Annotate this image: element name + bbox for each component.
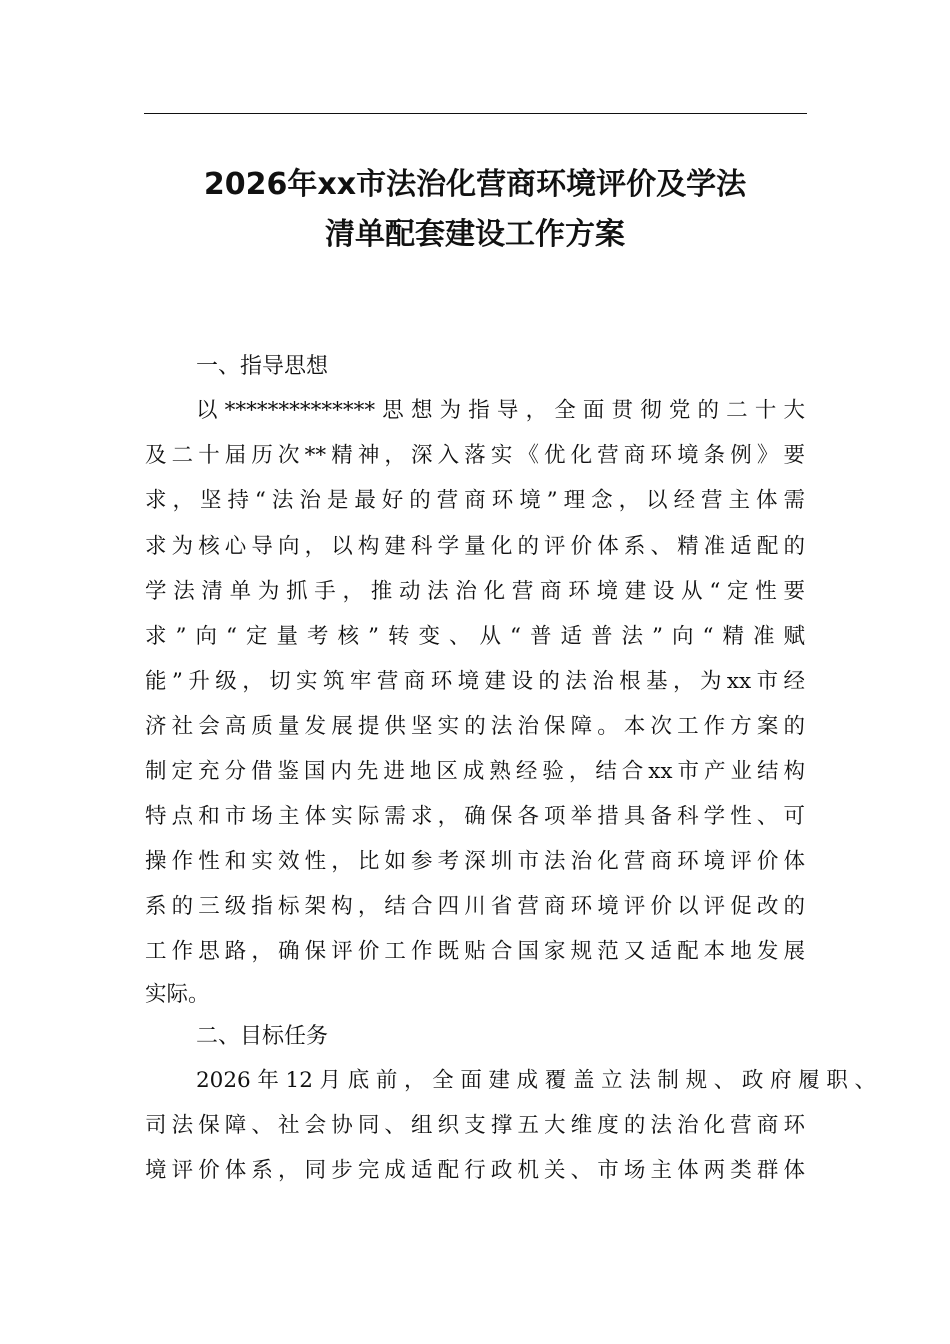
paragraph-line: 系的三级指标架构，结合四川省营商环境评价以评促改的 xyxy=(145,894,805,919)
paragraph-line: 求，坚持“法治是最好的营商环境”理念，以经营主体需 xyxy=(145,488,805,513)
paragraph-line: 以**************思想为指导，全面贯彻党的二十大 xyxy=(196,398,805,423)
paragraph-line: 及二十届历次**精神，深入落实《优化营商环境条例》要 xyxy=(145,443,805,468)
paragraph-line: 求”向“定量考核”转变、从“普适普法”向“精准赋 xyxy=(145,624,805,649)
paragraph-line: 济社会高质量发展提供坚实的法治保障。本次工作方案的 xyxy=(145,714,805,739)
section-heading-goals-tasks: 二、目标任务 xyxy=(196,1024,329,1049)
paragraph-line: 实际。 xyxy=(145,982,210,1007)
paragraph-line: 司法保障、社会协同、组织支撑五大维度的法治化营商环 xyxy=(145,1113,805,1138)
paragraph-line: 学法清单为抓手，推动法治化营商环境建设从“定性要 xyxy=(145,579,805,604)
paragraph-line: 求为核心导向，以构建科学量化的评价体系、精准适配的 xyxy=(145,534,805,559)
paragraph-line: 特点和市场主体实际需求，确保各项举措具备科学性、可 xyxy=(145,804,805,829)
paragraph-line: 能”升级，切实筑牢营商环境建设的法治根基，为xx市经 xyxy=(145,669,805,694)
title-line-1: 2026年xx市法治化营商环境评价及学法 xyxy=(203,167,747,202)
section-heading-guiding-ideology: 一、指导思想 xyxy=(196,354,329,379)
title-line-2: 清单配套建设工作方案 xyxy=(325,217,625,252)
header-rule xyxy=(144,113,807,114)
paragraph-line: 2026年12月底前，全面建成覆盖立法制规、政府履职、 xyxy=(196,1068,876,1093)
paragraph-line: 工作思路，确保评价工作既贴合国家规范又适配本地发展 xyxy=(145,939,805,964)
paragraph-line: 操作性和实效性，比如参考深圳市法治化营商环境评价体 xyxy=(145,849,805,874)
paragraph-line: 境评价体系，同步完成适配行政机关、市场主体两类群体 xyxy=(145,1158,805,1183)
document-title xyxy=(120,160,830,260)
paragraph-line: 制定充分借鉴国内先进地区成熟经验，结合xx市产业结构 xyxy=(145,759,805,784)
